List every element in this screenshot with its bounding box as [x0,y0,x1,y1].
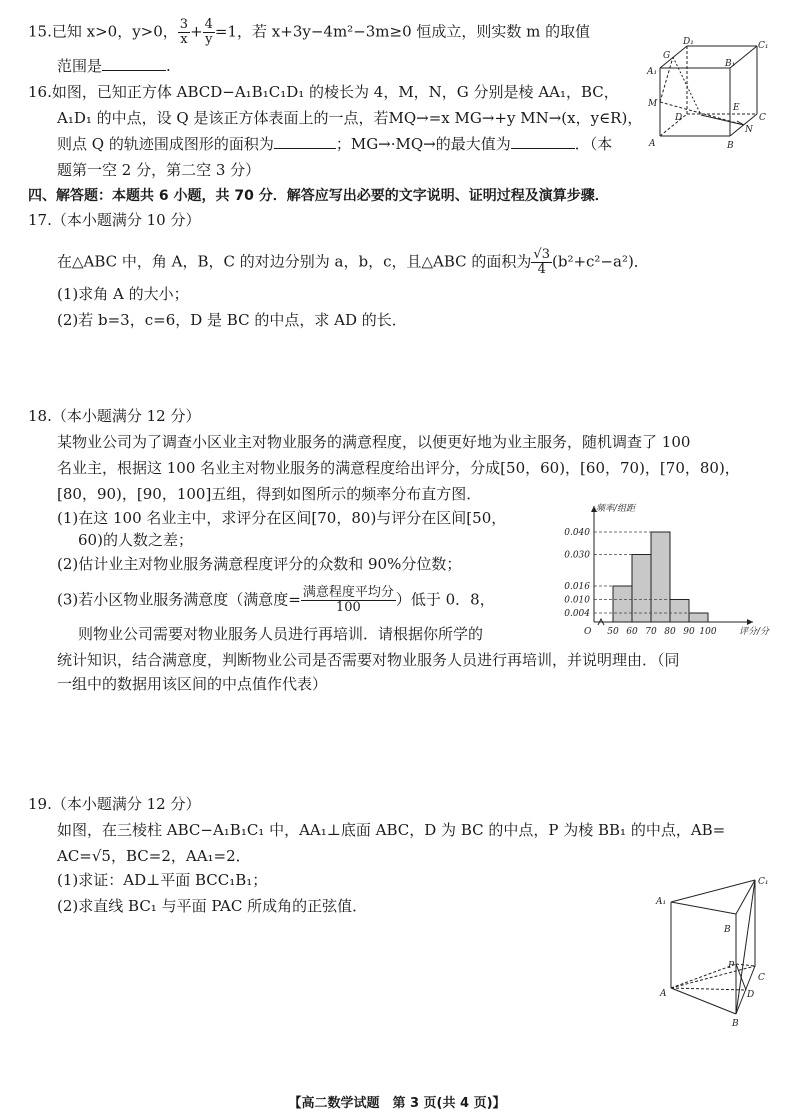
prism-label-C1: C₁ [758,877,769,887]
q18-frac [301,586,396,615]
q19-part1: (1)求证：AD⊥平面 BCC₁B₁； [57,871,268,889]
y-tick-label: 0.016 [564,582,590,592]
q19-part2: (2)求直线 BC₁ 与平面 PAC 所成角的正弦值． [57,897,368,915]
cube-label-N: N [745,125,753,135]
q16-line2: A₁D₁ 的中点，设 Q 是该正方体表面上的一点，若MQ→=x MG→+y MN→(x，y∈R)， [57,109,643,127]
q15-frac2-num: 4 [204,17,213,32]
q17-frac [531,248,552,277]
q18-part3a [57,586,495,615]
x-tick-label: 90 [683,627,695,637]
x-tick-label: 50 [607,627,619,637]
prism-figure [648,870,778,1035]
q15-frac2 [203,18,215,47]
cube-label-G: G [663,51,671,61]
q15-frac1 [178,18,190,47]
q16-line1: 16.如图，已知正方体 ABCD−A₁B₁C₁D₁ 的棱长为 4，M，N，G 分别是棱 AA₁，BC， [28,83,619,101]
q15-frac1-num: 3 [179,17,189,32]
q16-text-3c: ．（本 [574,135,613,153]
frequency-histogram [548,500,770,645]
y-tick-label: 0.030 [564,550,590,561]
q16-blank-2[interactable] [511,148,575,149]
histogram-bar [613,586,632,622]
cube-label-M: M [648,99,658,109]
q18-part2: (2)估计业主对物业服务满意程度评分的众数和 90%分位数； [57,555,462,573]
cube-label-A: A [649,139,656,149]
q18-frac-num: 满意程度平均分 [302,585,394,600]
q19-line1: 如图，在三棱柱 ABC−A₁B₁C₁ 中，AA₁⊥底面 ABC，D 为 BC 的中点，P 为棱 BB₁ 的中点，AB= [57,821,726,839]
prism-label-B1: B [724,925,731,935]
prism-label-A1: A₁ [656,897,667,907]
q18-line2: 名业主，根据这 100 名业主对物业服务的满意程度给出评分，分成[50，60)，[60，70)，[70，80)， [57,459,740,477]
cube-label-D: D [675,113,683,123]
cube-label-D1: D₁ [683,37,694,47]
q17-head: 17.（本小题满分 10 分） [28,211,201,229]
q17-frac-num: √3 [533,247,550,262]
q15-plus: + [190,22,203,41]
section4-heading: 四、解答题：本题共 6 小题，共 70 分．解答应写出必要的文字说明、证明过程及演算步骤． [28,188,609,204]
q16-text-3b: ；MG→·MQ→的最大值为 [335,135,511,153]
page-footer: 【高二数学试题 第 3 页(共 4 页)】 [288,1096,506,1111]
q18-part1a: (1)在这 100 名业主中，求评分在区间[70，80)与评分在区间[50， [57,509,507,527]
cube-label-C1: C₁ [758,41,769,51]
q15-frac2-den: y [205,32,213,47]
q16-blank-1[interactable] [274,148,336,149]
q18-frac-den: 100 [335,600,361,615]
origin-label: O [584,627,592,637]
q19-line2: AC=√5，BC=2，AA₁=2． [57,847,251,865]
cube-label-C: C [759,113,766,123]
cube-label-A1: A₁ [647,67,658,77]
x-tick-label: 70 [645,627,657,637]
x-axis-arrow [747,619,753,625]
y-axis-label: 频率/组距 [596,504,636,514]
histogram-bar [670,600,689,623]
q17-text-1a: 在△ABC 中，角 A，B，C 的对边分别为 a，b，c，且△ABC 的面积为 [57,252,532,271]
cube-label-B: B [727,141,734,151]
q15-text-c: 范围是 [57,57,103,75]
q18-part3d: 统计知识，结合满意度，判断物业公司是否需要对物业服务人员进行再培训，并说明理由．（同 [57,651,680,669]
q18-text-3a: (3)若小区物业服务满意度（满意度= [57,590,301,609]
q15-text-c2: . [166,57,171,75]
q17-part2: (2)若 b=3，c=6，D 是 BC 的中点，求 AD 的长． [57,311,407,329]
q18-part1b: 60)的人数之差； [78,531,193,549]
q18-line3: [80，90)，[90，100]五组，得到如图所示的频率分布直方图． [57,485,482,503]
cube-label-E: E [733,103,740,113]
prism-label-B: B [732,1019,739,1029]
q15-text-a: 15.已知 x>0，y>0， [28,22,178,41]
histogram-bar [689,613,708,622]
q15-line1 [28,18,590,47]
q15-text-b: =1，若 x+3y−4m²−3m≥0 恒成立，则实数 m 的取值 [214,22,591,41]
q16-line4: 题第一空 2 分，第二空 3 分） [57,161,261,179]
q17-text-1b: (b²+c²−a²)． [551,252,649,271]
q17-frac-den: 4 [537,262,546,277]
q17-line1 [57,248,649,277]
histogram-bar [632,555,651,623]
prism-label-P: P [728,961,735,971]
y-tick-label: 0.040 [564,528,590,538]
q19-head: 19.（本小题满分 12 分） [28,795,201,813]
q17-part1: (1)求角 A 的大小； [57,285,189,303]
cube-label-B1: B₁ [725,59,736,69]
y-tick-label: 0.004 [564,609,590,619]
x-tick-label: 100 [699,627,717,637]
prism-label-C: C [758,973,765,983]
prism-label-D: D [747,990,755,1000]
q15-answer-blank[interactable] [102,70,166,71]
x-tick-label: 80 [664,627,676,637]
y-tick-label: 0.010 [564,595,590,606]
q16-text-3a: 则点 Q 的轨迹围成图形的面积为 [57,135,274,153]
prism-label-A: A [660,989,667,999]
q18-part3c: 则物业公司需要对物业服务人员进行再培训．请根据你所学的 [78,625,484,643]
histogram-bar [651,532,670,622]
q18-part3e: 一组中的数据用该区间的中点值作代表） [57,675,328,693]
q18-head: 18.（本小题满分 12 分） [28,407,201,425]
x-tick-label: 60 [626,627,638,637]
q18-line1: 某物业公司为了调查小区业主对物业服务的满意程度，以便更好地为业主服务，随机调查了 100 [57,433,691,451]
q15-frac1-den: x [180,32,188,47]
q18-text-3b: ）低于 0．8， [395,590,495,609]
x-axis-label: 评分/分 [738,627,770,637]
q15-line2 [57,56,171,76]
cube-figure [645,36,775,156]
q16-line3 [57,134,612,154]
